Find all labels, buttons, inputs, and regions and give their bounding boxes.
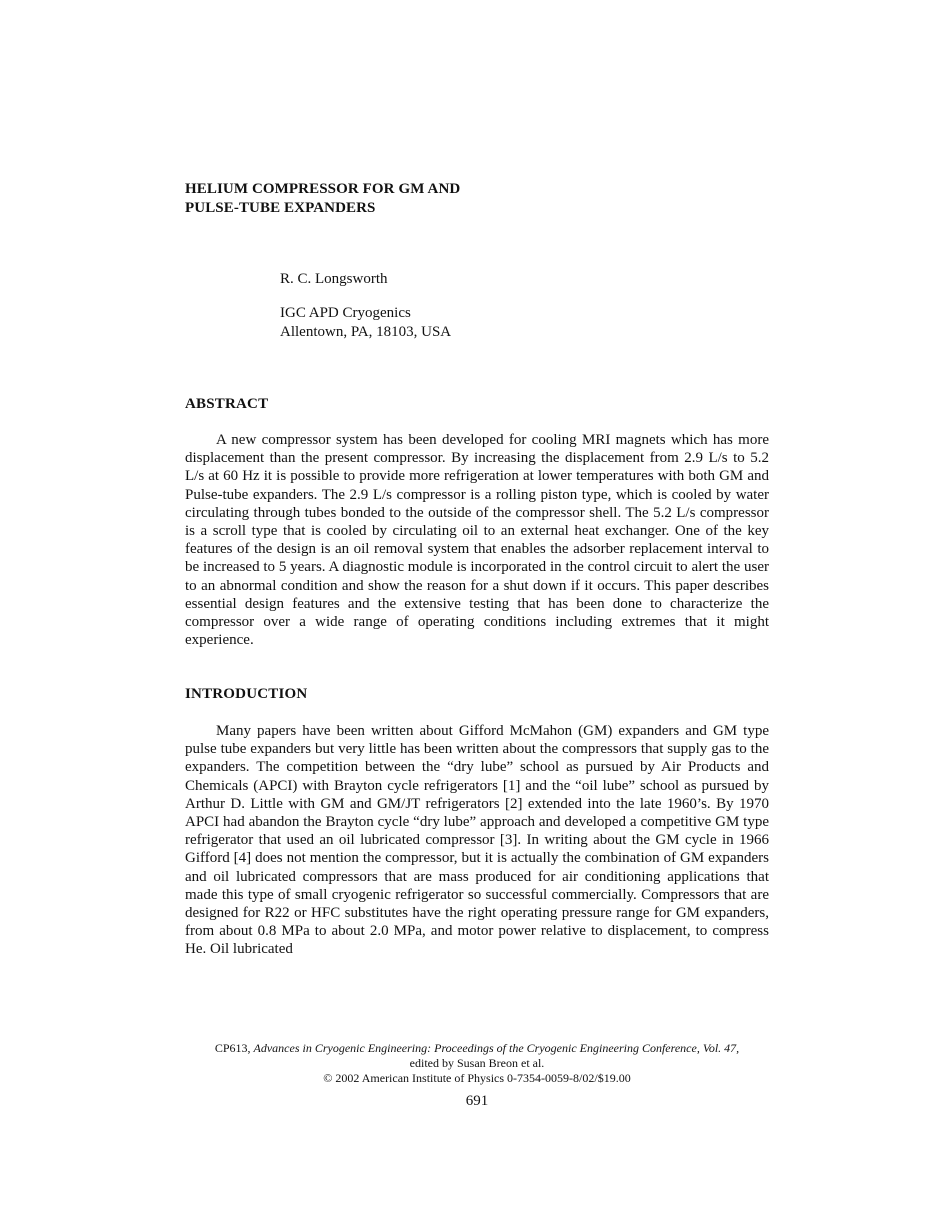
footer-copyright: © 2002 American Institute of Physics 0-7354-0059-8/02/$19.00 xyxy=(323,1071,631,1085)
footer-citation xyxy=(185,1041,769,1056)
page-number: 691 xyxy=(465,1093,489,1109)
author-block xyxy=(280,270,451,342)
publication-footer xyxy=(185,1041,769,1086)
author-affiliation: IGC APD Cryogenics xyxy=(280,305,411,321)
abstract-heading: ABSTRACT xyxy=(185,396,269,412)
author-name: R. C. Longsworth xyxy=(280,271,388,287)
author-address: Allentown, PA, 18103, USA xyxy=(280,324,452,340)
footer-prefix: CP613, xyxy=(214,1041,254,1055)
title-line-1: HELIUM COMPRESSOR FOR GM AND xyxy=(185,181,461,197)
introduction-paragraph: Many papers have been written about Gifford McMahon (GM) expanders and GM type pulse tube expanders but very little has been written about the compressors that supply gas to the expanders. The competition between the “dry lube” school as pursued by Air Products and Chemicals (APCI) with Brayton cycle refrigerators [1] and the “oil lube” school as pursued by Arthur D. Little with GM and GM/JT refrigerators [2] extended into the late 1960’s. By 1970 APCI had abandon the Brayton cycle “dry lube” approach and developed a competitive GM type refrigerator that used an oil lubricated compressor [3]. In writing about the GM cycle in 1966 Gifford [4] does not mention the compressor, but it is actually the combination of GM expanders and oil lubricated compressors that are mass produced for air conditioning applications that made this type of small cryogenic refrigerator so successful commercially. Compressors that are designed for R22 or HFC substitutes have the right operating pressure range for GM expanders, from about 0.8 MPa to about 2.0 MPa, and motor power relative to displacement, to compress He. Oil lubricated xyxy=(185,723,769,958)
introduction-heading: INTRODUCTION xyxy=(185,686,308,702)
title-line-2: PULSE-TUBE EXPANDERS xyxy=(185,200,376,216)
footer-series: Advances in Cryogenic Engineering: Proceedings of the Cryogenic Engineering Conference, Vol. 47, xyxy=(253,1041,740,1055)
abstract-paragraph: A new compressor system has been developed for cooling MRI magnets which has more displacement than the present compressor. By increasing the displacement from 2.9 L/s to 5.2 L/s at 60 Hz it is possible to provide more refrigeration at lower temperatures with both GM and Pulse-tube expanders. The 2.9 L/s compressor is a rolling piston type, which is cooled by water circulating through tubes bonded to the outside of the compressor shell. The 5.2 L/s compressor is a scroll type that is cooled by circulating oil to an external heat exchanger. One of the key features of the design is an oil removal system that enables the adsorber replacement interval to be increased to 5 years. A diagnostic module is incorporated in the control circuit to alert the user to an abnormal condition and show the reason for a shut down if it occurs. This paper describes essential design features and the extensive testing that has been done to characterize the compressor over a wide range of operating conditions including extremes that it might experience. xyxy=(185,432,769,649)
paper-title xyxy=(185,180,585,218)
footer-editor: edited by Susan Breon et al. xyxy=(409,1056,545,1070)
